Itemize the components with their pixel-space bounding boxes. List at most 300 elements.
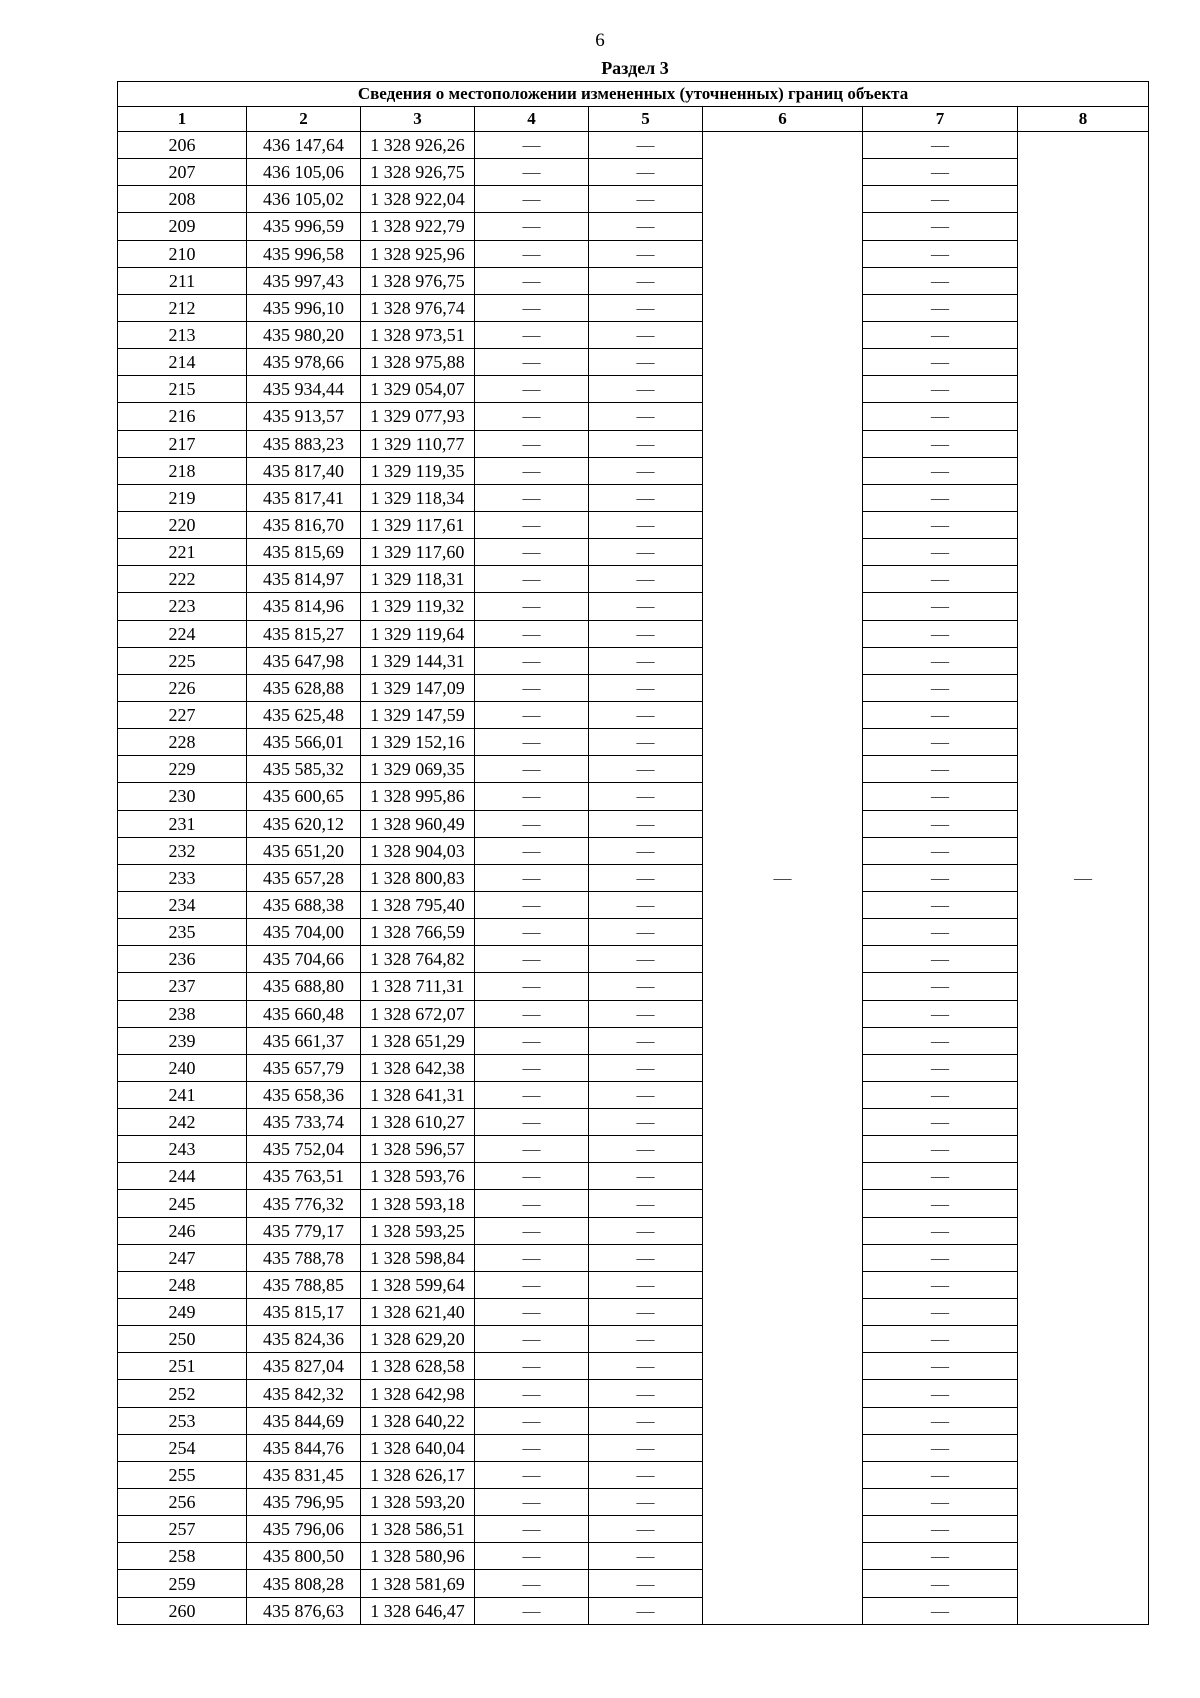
point-number-cell: 216 [118, 403, 247, 430]
table-row [118, 946, 1149, 973]
column-5-cell: — [589, 1081, 703, 1108]
page-number: 6 [595, 30, 605, 51]
y-coordinate-cell: 1 328 610,27 [361, 1109, 475, 1136]
x-coordinate-cell: 435 796,06 [247, 1516, 361, 1543]
y-coordinate-cell: 1 328 580,96 [361, 1543, 475, 1570]
column-4-cell: — [475, 1353, 589, 1380]
x-coordinate-cell: 435 763,51 [247, 1163, 361, 1190]
x-coordinate-cell: 435 816,70 [247, 511, 361, 538]
point-number-cell: 221 [118, 539, 247, 566]
point-number-cell: 247 [118, 1244, 247, 1271]
point-number-cell: 240 [118, 1054, 247, 1081]
point-number-cell: 256 [118, 1489, 247, 1516]
y-coordinate-cell: 1 328 922,04 [361, 186, 475, 213]
y-coordinate-cell: 1 328 642,38 [361, 1054, 475, 1081]
table-row [118, 1434, 1149, 1461]
column-5-cell: — [589, 1434, 703, 1461]
y-coordinate-cell: 1 328 926,26 [361, 132, 475, 159]
x-coordinate-cell: 435 996,59 [247, 213, 361, 240]
x-coordinate-cell: 435 808,28 [247, 1570, 361, 1597]
column-4-cell: — [475, 674, 589, 701]
column-4-cell: — [475, 1217, 589, 1244]
x-coordinate-cell: 435 647,98 [247, 647, 361, 674]
column-7-cell: — [863, 1190, 1018, 1217]
point-number-cell: 259 [118, 1570, 247, 1597]
column-4-cell: — [475, 1109, 589, 1136]
column-4-cell: — [475, 566, 589, 593]
point-number-cell: 214 [118, 349, 247, 376]
point-number-cell: 239 [118, 1027, 247, 1054]
column-4-cell: — [475, 1299, 589, 1326]
x-coordinate-cell: 435 817,40 [247, 457, 361, 484]
column-7-cell: — [863, 810, 1018, 837]
table-row [118, 1081, 1149, 1108]
column-4-cell: — [475, 484, 589, 511]
column-5-cell: — [589, 321, 703, 348]
column-4-cell: — [475, 132, 589, 159]
table-caption: Сведения о местоположении измененных (уточненных) границ объекта [118, 82, 1149, 107]
column-5-cell: — [589, 484, 703, 511]
point-number-cell: 249 [118, 1299, 247, 1326]
column-5-cell: — [589, 1109, 703, 1136]
point-number-cell: 230 [118, 783, 247, 810]
column-header-5: 5 [589, 107, 703, 132]
point-number-cell: 251 [118, 1353, 247, 1380]
y-coordinate-cell: 1 328 621,40 [361, 1299, 475, 1326]
table-row [118, 783, 1149, 810]
x-coordinate-cell: 435 688,38 [247, 891, 361, 918]
column-4-cell: — [475, 1271, 589, 1298]
table-row [118, 1380, 1149, 1407]
column-5-cell: — [589, 132, 703, 159]
point-number-cell: 246 [118, 1217, 247, 1244]
column-5-cell: — [589, 566, 703, 593]
column-5-cell: — [589, 1217, 703, 1244]
table-row [118, 1543, 1149, 1570]
table-row [118, 566, 1149, 593]
column-5-cell: — [589, 810, 703, 837]
y-coordinate-cell: 1 328 628,58 [361, 1353, 475, 1380]
point-number-cell: 223 [118, 593, 247, 620]
table-row [118, 891, 1149, 918]
y-coordinate-cell: 1 328 976,75 [361, 267, 475, 294]
x-coordinate-cell: 435 628,88 [247, 674, 361, 701]
y-coordinate-cell: 1 328 795,40 [361, 891, 475, 918]
y-coordinate-cell: 1 328 642,98 [361, 1380, 475, 1407]
column-header-4: 4 [475, 107, 589, 132]
y-coordinate-cell: 1 329 117,60 [361, 539, 475, 566]
column-7-cell: — [863, 321, 1018, 348]
column-5-cell: — [589, 919, 703, 946]
x-coordinate-cell: 435 817,41 [247, 484, 361, 511]
section-title: Раздел 3 [601, 58, 669, 78]
y-coordinate-cell: 1 328 976,74 [361, 294, 475, 321]
column-5-cell: — [589, 240, 703, 267]
point-number-cell: 215 [118, 376, 247, 403]
column-4-cell: — [475, 349, 589, 376]
column-4-cell: — [475, 1081, 589, 1108]
column-4-cell: — [475, 837, 589, 864]
column-5-cell: — [589, 864, 703, 891]
y-coordinate-cell: 1 328 599,64 [361, 1271, 475, 1298]
point-number-cell: 210 [118, 240, 247, 267]
column-header-8: 8 [1018, 107, 1149, 132]
table-row [118, 1597, 1149, 1624]
point-number-cell: 231 [118, 810, 247, 837]
table-row [118, 864, 1149, 891]
x-coordinate-cell: 435 796,95 [247, 1489, 361, 1516]
table-row [118, 837, 1149, 864]
column-4-cell: — [475, 1000, 589, 1027]
table-row [118, 403, 1149, 430]
column-4-cell: — [475, 1380, 589, 1407]
point-number-cell: 252 [118, 1380, 247, 1407]
column-7-cell: — [863, 1027, 1018, 1054]
table-row [118, 973, 1149, 1000]
column-7-cell: — [863, 783, 1018, 810]
table-row [118, 457, 1149, 484]
column-4-cell: — [475, 159, 589, 186]
x-coordinate-cell: 435 883,23 [247, 430, 361, 457]
point-number-cell: 235 [118, 919, 247, 946]
table-row [118, 647, 1149, 674]
x-coordinate-cell: 435 824,36 [247, 1326, 361, 1353]
column-4-cell: — [475, 457, 589, 484]
column-4-cell: — [475, 1570, 589, 1597]
column-5-cell: — [589, 1543, 703, 1570]
column-4-cell: — [475, 213, 589, 240]
y-coordinate-cell: 1 328 975,88 [361, 349, 475, 376]
column-7-cell: — [863, 457, 1018, 484]
column-4-cell: — [475, 267, 589, 294]
column-header-2: 2 [247, 107, 361, 132]
point-number-cell: 241 [118, 1081, 247, 1108]
y-coordinate-cell: 1 328 586,51 [361, 1516, 475, 1543]
x-coordinate-cell: 435 752,04 [247, 1136, 361, 1163]
table-row [118, 1000, 1149, 1027]
column-4-cell: — [475, 294, 589, 321]
column-5-cell: — [589, 701, 703, 728]
table-row [118, 1326, 1149, 1353]
table-row [118, 1407, 1149, 1434]
column-7-cell: — [863, 430, 1018, 457]
column-7-cell: — [863, 1136, 1018, 1163]
column-7-cell: — [863, 349, 1018, 376]
y-coordinate-cell: 1 329 118,34 [361, 484, 475, 511]
column-5-cell: — [589, 403, 703, 430]
column-4-cell: — [475, 783, 589, 810]
column-5-cell: — [589, 430, 703, 457]
table-row [118, 132, 1149, 159]
column-7-cell: — [863, 891, 1018, 918]
table-row [118, 294, 1149, 321]
y-coordinate-cell: 1 328 596,57 [361, 1136, 475, 1163]
column-7-cell: — [863, 946, 1018, 973]
column-4-cell: — [475, 376, 589, 403]
table-row [118, 539, 1149, 566]
x-coordinate-cell: 435 980,20 [247, 321, 361, 348]
column-5-cell: — [589, 1489, 703, 1516]
table-row [118, 1027, 1149, 1054]
y-coordinate-cell: 1 328 593,25 [361, 1217, 475, 1244]
column-5-cell: — [589, 186, 703, 213]
point-number-cell: 212 [118, 294, 247, 321]
y-coordinate-cell: 1 328 593,20 [361, 1489, 475, 1516]
point-number-cell: 244 [118, 1163, 247, 1190]
column-7-cell: — [863, 240, 1018, 267]
x-coordinate-cell: 435 844,69 [247, 1407, 361, 1434]
column-5-cell: — [589, 1353, 703, 1380]
column-5-cell: — [589, 159, 703, 186]
y-coordinate-cell: 1 328 651,29 [361, 1027, 475, 1054]
y-coordinate-cell: 1 328 593,18 [361, 1190, 475, 1217]
point-number-cell: 253 [118, 1407, 247, 1434]
x-coordinate-cell: 435 657,79 [247, 1054, 361, 1081]
column-7-cell: — [863, 159, 1018, 186]
x-coordinate-cell: 435 776,32 [247, 1190, 361, 1217]
column-4-cell: — [475, 1597, 589, 1624]
y-coordinate-cell: 1 328 922,79 [361, 213, 475, 240]
column-7-cell: — [863, 1543, 1018, 1570]
x-coordinate-cell: 435 733,74 [247, 1109, 361, 1136]
column-header-6: 6 [703, 107, 863, 132]
table-row [118, 593, 1149, 620]
column-4-cell: — [475, 891, 589, 918]
column-4-cell: — [475, 946, 589, 973]
x-coordinate-cell: 435 625,48 [247, 701, 361, 728]
column-4-cell: — [475, 1516, 589, 1543]
column-4-cell: — [475, 430, 589, 457]
x-coordinate-cell: 435 814,97 [247, 566, 361, 593]
point-number-cell: 236 [118, 946, 247, 973]
y-coordinate-cell: 1 328 800,83 [361, 864, 475, 891]
point-number-cell: 229 [118, 756, 247, 783]
table-row [118, 186, 1149, 213]
table-row [118, 1054, 1149, 1081]
column-5-cell: — [589, 1054, 703, 1081]
table-row [118, 511, 1149, 538]
column-7-cell: — [863, 1353, 1018, 1380]
y-coordinate-cell: 1 329 147,59 [361, 701, 475, 728]
point-number-cell: 234 [118, 891, 247, 918]
table-row [118, 240, 1149, 267]
y-coordinate-cell: 1 329 144,31 [361, 647, 475, 674]
point-number-cell: 218 [118, 457, 247, 484]
table-body [118, 132, 1149, 1625]
column-7-cell: — [863, 864, 1018, 891]
point-number-cell: 222 [118, 566, 247, 593]
x-coordinate-cell: 435 704,00 [247, 919, 361, 946]
column-7-cell: — [863, 1217, 1018, 1244]
x-coordinate-cell: 435 844,76 [247, 1434, 361, 1461]
y-coordinate-cell: 1 328 629,20 [361, 1326, 475, 1353]
column-4-cell: — [475, 620, 589, 647]
table-row [118, 1489, 1149, 1516]
x-coordinate-cell: 435 688,80 [247, 973, 361, 1000]
column-5-cell: — [589, 1000, 703, 1027]
column-5-cell: — [589, 267, 703, 294]
x-coordinate-cell: 435 876,63 [247, 1597, 361, 1624]
column-7-cell: — [863, 620, 1018, 647]
column-7-cell: — [863, 1380, 1018, 1407]
point-number-cell: 238 [118, 1000, 247, 1027]
column-4-cell: — [475, 1461, 589, 1488]
column-5-cell: — [589, 973, 703, 1000]
column-7-cell: — [863, 729, 1018, 756]
point-number-cell: 245 [118, 1190, 247, 1217]
column-5-cell: — [589, 837, 703, 864]
column-5-cell: — [589, 213, 703, 240]
column-7-cell: — [863, 1434, 1018, 1461]
table-row [118, 1516, 1149, 1543]
column-7-cell: — [863, 1570, 1018, 1597]
x-coordinate-cell: 436 105,06 [247, 159, 361, 186]
column-5-cell: — [589, 294, 703, 321]
column-7-cell: — [863, 837, 1018, 864]
column-4-cell: — [475, 1027, 589, 1054]
boundary-coordinates-table [117, 81, 1149, 1625]
table-row [118, 1190, 1149, 1217]
x-coordinate-cell: 435 996,58 [247, 240, 361, 267]
point-number-cell: 227 [118, 701, 247, 728]
x-coordinate-cell: 435 815,69 [247, 539, 361, 566]
point-number-cell: 248 [118, 1271, 247, 1298]
column-4-cell: — [475, 1054, 589, 1081]
column-7-cell: — [863, 376, 1018, 403]
column-4-cell: — [475, 973, 589, 1000]
point-number-cell: 211 [118, 267, 247, 294]
column-5-cell: — [589, 457, 703, 484]
x-coordinate-cell: 435 661,37 [247, 1027, 361, 1054]
column-4-cell: — [475, 1543, 589, 1570]
column-header-1: 1 [118, 107, 247, 132]
column-5-cell: — [589, 1163, 703, 1190]
y-coordinate-cell: 1 329 118,31 [361, 566, 475, 593]
y-coordinate-cell: 1 329 119,35 [361, 457, 475, 484]
x-coordinate-cell: 435 996,10 [247, 294, 361, 321]
column-7-cell: — [863, 484, 1018, 511]
column-7-cell: — [863, 1000, 1018, 1027]
x-coordinate-cell: 435 913,57 [247, 403, 361, 430]
x-coordinate-cell: 435 657,28 [247, 864, 361, 891]
y-coordinate-cell: 1 328 926,75 [361, 159, 475, 186]
column-6-merged-cell: — [703, 132, 863, 1625]
table-row [118, 376, 1149, 403]
column-5-cell: — [589, 1244, 703, 1271]
column-7-cell: — [863, 1109, 1018, 1136]
column-5-cell: — [589, 349, 703, 376]
column-7-cell: — [863, 539, 1018, 566]
column-4-cell: — [475, 1489, 589, 1516]
y-coordinate-cell: 1 329 152,16 [361, 729, 475, 756]
column-4-cell: — [475, 864, 589, 891]
column-5-cell: — [589, 729, 703, 756]
column-7-cell: — [863, 294, 1018, 321]
column-7-cell: — [863, 132, 1018, 159]
column-4-cell: — [475, 1244, 589, 1271]
x-coordinate-cell: 435 600,65 [247, 783, 361, 810]
table-row [118, 1217, 1149, 1244]
column-4-cell: — [475, 1163, 589, 1190]
x-coordinate-cell: 435 800,50 [247, 1543, 361, 1570]
x-coordinate-cell: 435 566,01 [247, 729, 361, 756]
x-coordinate-cell: 435 651,20 [247, 837, 361, 864]
x-coordinate-cell: 435 779,17 [247, 1217, 361, 1244]
y-coordinate-cell: 1 328 581,69 [361, 1570, 475, 1597]
x-coordinate-cell: 435 978,66 [247, 349, 361, 376]
table-row [118, 1461, 1149, 1488]
column-header-7: 7 [863, 107, 1018, 132]
column-4-cell: — [475, 539, 589, 566]
table-row [118, 1271, 1149, 1298]
column-7-cell: — [863, 973, 1018, 1000]
y-coordinate-cell: 1 329 054,07 [361, 376, 475, 403]
column-5-cell: — [589, 756, 703, 783]
column-7-cell: — [863, 1516, 1018, 1543]
table-row [118, 729, 1149, 756]
column-5-cell: — [589, 1190, 703, 1217]
column-7-cell: — [863, 1054, 1018, 1081]
column-5-cell: — [589, 647, 703, 674]
table-row [118, 159, 1149, 186]
point-number-cell: 209 [118, 213, 247, 240]
point-number-cell: 208 [118, 186, 247, 213]
column-5-cell: — [589, 1597, 703, 1624]
y-coordinate-cell: 1 328 598,84 [361, 1244, 475, 1271]
column-7-cell: — [863, 1299, 1018, 1326]
column-7-cell: — [863, 267, 1018, 294]
column-4-cell: — [475, 593, 589, 620]
table-row [118, 1299, 1149, 1326]
column-4-cell: — [475, 1136, 589, 1163]
table-row [118, 1163, 1149, 1190]
table-row [118, 1570, 1149, 1597]
column-4-cell: — [475, 1326, 589, 1353]
point-number-cell: 220 [118, 511, 247, 538]
x-coordinate-cell: 435 585,32 [247, 756, 361, 783]
column-5-cell: — [589, 376, 703, 403]
column-4-cell: — [475, 403, 589, 430]
point-number-cell: 260 [118, 1597, 247, 1624]
x-coordinate-cell: 435 815,27 [247, 620, 361, 647]
point-number-cell: 237 [118, 973, 247, 1000]
column-5-cell: — [589, 946, 703, 973]
y-coordinate-cell: 1 328 640,22 [361, 1407, 475, 1434]
y-coordinate-cell: 1 328 995,86 [361, 783, 475, 810]
table-row [118, 1244, 1149, 1271]
y-coordinate-cell: 1 328 626,17 [361, 1461, 475, 1488]
y-coordinate-cell: 1 328 640,04 [361, 1434, 475, 1461]
point-number-cell: 233 [118, 864, 247, 891]
point-number-cell: 250 [118, 1326, 247, 1353]
column-7-cell: — [863, 919, 1018, 946]
column-4-cell: — [475, 321, 589, 348]
y-coordinate-cell: 1 328 960,49 [361, 810, 475, 837]
column-4-cell: — [475, 729, 589, 756]
table-row [118, 267, 1149, 294]
column-5-cell: — [589, 783, 703, 810]
column-5-cell: — [589, 1407, 703, 1434]
point-number-cell: 217 [118, 430, 247, 457]
point-number-cell: 213 [118, 321, 247, 348]
column-8-merged-cell: — [1018, 132, 1149, 1625]
point-number-cell: 226 [118, 674, 247, 701]
x-coordinate-cell: 435 842,32 [247, 1380, 361, 1407]
column-7-cell: — [863, 186, 1018, 213]
column-5-cell: — [589, 593, 703, 620]
column-7-cell: — [863, 1271, 1018, 1298]
y-coordinate-cell: 1 328 904,03 [361, 837, 475, 864]
